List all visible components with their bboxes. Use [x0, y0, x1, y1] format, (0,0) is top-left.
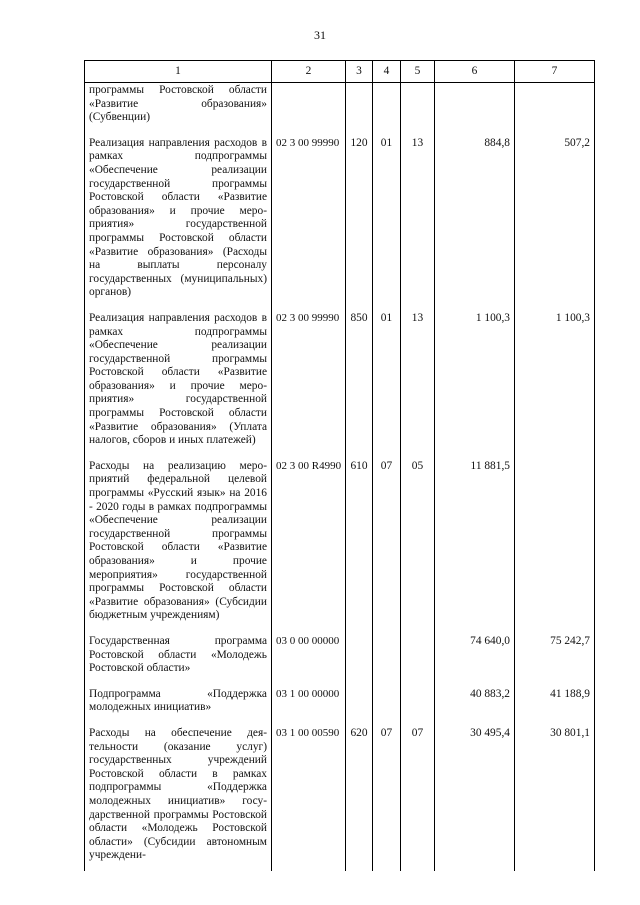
- section: [373, 631, 401, 684]
- subsection: 13: [401, 308, 435, 456]
- section: 01: [373, 308, 401, 456]
- section: [373, 83, 401, 133]
- subsection: 05: [401, 456, 435, 631]
- amount-col7: 1 100,3: [515, 308, 595, 456]
- section: 07: [373, 723, 401, 871]
- column-header: 5: [401, 61, 435, 83]
- amount-col7: [515, 83, 595, 133]
- amount-col6: [435, 83, 515, 133]
- amount-col6: 74 640,0: [435, 631, 515, 684]
- expense-type: [346, 83, 373, 133]
- row-description: Реализация направления расходов в рамках подпрограммы «Обеспечение реализации государственной программы Ростовской области «Развитие образования» и прочие мероприятия» государственной программы Ростовской области «Развитие образования» (Расходы на выплаты персоналу государственных (муниципальных) органов): [85, 133, 272, 308]
- expense-type: 610: [346, 456, 373, 631]
- table-row: [85, 723, 595, 871]
- subsection: [401, 83, 435, 133]
- target-code: 03 0 00 00000: [272, 631, 346, 684]
- amount-col6: 11 881,5: [435, 456, 515, 631]
- amount-col7: 41 188,9: [515, 684, 595, 723]
- page-number: 31: [314, 28, 326, 42]
- amount-col6: 884,8: [435, 133, 515, 308]
- subsection: 13: [401, 133, 435, 308]
- row-description: Государственная программа Ростовской области «Молодежь Ростовской области»: [85, 631, 272, 684]
- subsection: [401, 684, 435, 723]
- target-code: 02 3 00 99990: [272, 133, 346, 308]
- row-description: Подпрограмма «Поддержка молодежных инициатив»: [85, 684, 272, 723]
- table-row: [85, 456, 595, 631]
- budget-table: [84, 60, 595, 871]
- target-code: 03 1 00 00590: [272, 723, 346, 871]
- row-description: Расходы на обеспечение деятельности (оказание услуг) государственных учреждений Ростовской области в рамках подпрограммы «Поддержка молодежных инициатив» государственной программы Ростовской области «Молодежь Ростовской области» (Субсидии автономным учреждени-: [85, 723, 272, 871]
- amount-col7: 507,2: [515, 133, 595, 308]
- expense-type: 620: [346, 723, 373, 871]
- expense-type: [346, 684, 373, 723]
- column-header: 4: [373, 61, 401, 83]
- amount-col7: 30 801,1: [515, 723, 595, 871]
- table-row: [85, 308, 595, 456]
- target-code: 03 1 00 00000: [272, 684, 346, 723]
- column-header: 6: [435, 61, 515, 83]
- expense-type: 120: [346, 133, 373, 308]
- column-header: 2: [272, 61, 346, 83]
- table-row: [85, 631, 595, 684]
- section: [373, 684, 401, 723]
- amount-col7: [515, 456, 595, 631]
- subsection: 07: [401, 723, 435, 871]
- amount-col7: 75 242,7: [515, 631, 595, 684]
- row-description: программы Ростовской области «Развитие образования» (Субвенции): [85, 83, 272, 133]
- target-code: 02 3 00 99990: [272, 308, 346, 456]
- subsection: [401, 631, 435, 684]
- amount-col6: 40 883,2: [435, 684, 515, 723]
- section: 01: [373, 133, 401, 308]
- target-code: 02 3 00 R4990: [272, 456, 346, 631]
- table-row: [85, 133, 595, 308]
- expense-type: [346, 631, 373, 684]
- target-code: [272, 83, 346, 133]
- column-header: 7: [515, 61, 595, 83]
- table-row: [85, 83, 595, 133]
- table-row: [85, 684, 595, 723]
- column-header: 3: [346, 61, 373, 83]
- section: 07: [373, 456, 401, 631]
- expense-type: 850: [346, 308, 373, 456]
- table-header-row: [85, 61, 595, 83]
- row-description: Реализация направления расходов в рамках подпрограммы «Обеспечение реализации государственной программы Ростовской области «Развитие образования» и прочие мероприятия» государственной программы Ростовской области «Развитие образования» (Уплата налогов, сборов и иных платежей): [85, 308, 272, 456]
- amount-col6: 30 495,4: [435, 723, 515, 871]
- row-description: Расходы на реализацию мероприятий федеральной целевой программы «Русский язык» на 2016 - 2020 годы в рамках подпрограммы «Обеспечение реализации государственной программы Ростовской области «Развитие образования» и прочие мероприятия» государственной программы Ростовской области «Развитие образования» (Субсидии бюджетным учреждениям): [85, 456, 272, 631]
- amount-col6: 1 100,3: [435, 308, 515, 456]
- column-header: 1: [85, 61, 272, 83]
